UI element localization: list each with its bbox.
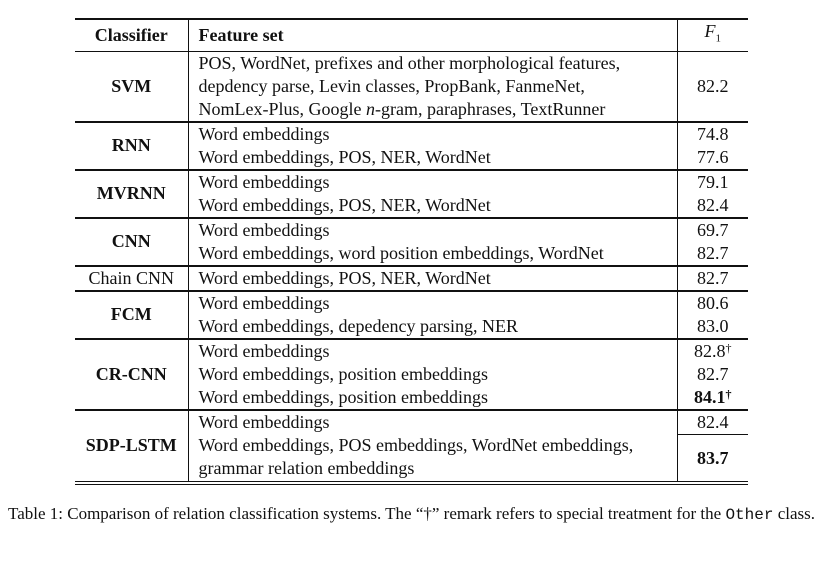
feature-cell <box>188 266 677 291</box>
header-row <box>75 20 748 51</box>
feature-cell <box>188 51 677 122</box>
feature-line: Word embeddings, POS, NER, WordNet <box>198 146 491 167</box>
score-value: 82.4 <box>697 194 729 215</box>
classifier-cell: RNN <box>75 122 188 170</box>
header-f1-main: F <box>704 21 716 41</box>
score-cell <box>677 122 748 170</box>
score-cell <box>677 218 748 266</box>
score-value-best: 83.7 <box>697 447 729 468</box>
score-value: 83.0 <box>697 315 729 336</box>
feature-cell <box>188 339 677 410</box>
classifier-cell: MVRNN <box>75 170 188 218</box>
classifier-cell: SDP-LSTM <box>75 410 188 481</box>
caption-code-other: Other <box>725 506 774 524</box>
feature-line: Word embeddings, depedency parsing, NER <box>198 315 518 336</box>
score-cell <box>677 51 748 122</box>
table-row-cnn <box>75 218 748 266</box>
feature-line: Word embeddings <box>198 123 330 144</box>
table-row-cr-cnn <box>75 339 748 410</box>
feature-line: NomLex-Plus, Google n-gram, paraphrases, TextRunner <box>198 98 606 119</box>
classifier-cell: CNN <box>75 218 188 266</box>
score-value: 82.7 <box>697 267 729 288</box>
classifier-cell: Chain CNN <box>75 266 188 291</box>
feature-line: Word embeddings, POS, NER, WordNet <box>198 194 491 215</box>
score-value: 82.2 <box>697 75 729 96</box>
feature-line: POS, WordNet, prefixes and other morphological features, <box>198 52 621 73</box>
table-bottom-rule <box>75 481 748 485</box>
classifier-cell: SVM <box>75 51 188 122</box>
feature-line: Word embeddings, position embeddings <box>198 363 489 384</box>
classifier-cell: FCM <box>75 291 188 339</box>
feature-line: grammar relation embeddings <box>198 458 415 479</box>
feature-line: Word embeddings <box>198 340 330 361</box>
score-value: 82.4 <box>678 411 749 435</box>
caption-text: Table 1: Comparison of relation classification systems. The “†” remark refers to special treatment for the <box>8 504 726 523</box>
feature-cell <box>188 291 677 339</box>
score-cell <box>677 266 748 291</box>
dagger-mark: † <box>725 386 732 401</box>
feature-cell <box>188 122 677 170</box>
results-table <box>75 20 748 481</box>
table-row-mvrnn <box>75 170 748 218</box>
feature-cell <box>188 218 677 266</box>
score-cell <box>677 170 748 218</box>
score-value: 80.6 <box>697 292 729 313</box>
table-row-fcm <box>75 291 748 339</box>
feature-line: depdency parse, Levin classes, PropBank, FanmeNet, <box>198 75 585 96</box>
results-table-container <box>75 18 748 485</box>
score-value: 82.7 <box>697 242 729 263</box>
score-number: 82.8 <box>694 340 726 361</box>
feature-line: Word embeddings, POS embeddings, WordNet embeddings, <box>198 435 634 456</box>
header-feature-set: Feature set <box>188 20 677 51</box>
feature-cell <box>188 410 677 481</box>
score-cell <box>677 410 748 481</box>
feature-cell <box>188 170 677 218</box>
feature-line: Word embeddings, position embeddings <box>198 386 489 407</box>
classifier-cell: CR-CNN <box>75 339 188 410</box>
score-cell <box>677 339 748 410</box>
score-number: 84.1 <box>694 386 726 407</box>
table-caption <box>8 502 818 527</box>
feature-line: Word embeddings, word position embeddings, WordNet <box>198 242 604 263</box>
feature-line: Word embeddings <box>198 412 330 433</box>
feature-line: Word embeddings, POS, NER, WordNet <box>198 267 491 288</box>
feature-line: Word embeddings <box>198 219 330 240</box>
score-value: 82.7 <box>697 363 729 384</box>
table-row-svm <box>75 51 748 122</box>
feature-line: Word embeddings <box>198 292 330 313</box>
header-f1 <box>677 20 748 51</box>
dagger-mark: † <box>725 340 732 355</box>
table-row-rnn <box>75 122 748 170</box>
score-value: 74.8 <box>697 123 729 144</box>
score-cell <box>677 291 748 339</box>
score-value: 69.7 <box>697 219 729 240</box>
caption-suffix: class. <box>773 504 816 523</box>
table-row-sdp-lstm <box>75 410 748 481</box>
score-value <box>678 340 749 363</box>
score-value: 77.6 <box>697 146 729 167</box>
table-row-chain-cnn <box>75 266 748 291</box>
score-value-best <box>678 386 749 409</box>
header-classifier: Classifier <box>75 20 188 51</box>
feature-line: Word embeddings <box>198 171 330 192</box>
score-value: 79.1 <box>697 171 729 192</box>
header-f1-sub: 1 <box>715 32 721 45</box>
